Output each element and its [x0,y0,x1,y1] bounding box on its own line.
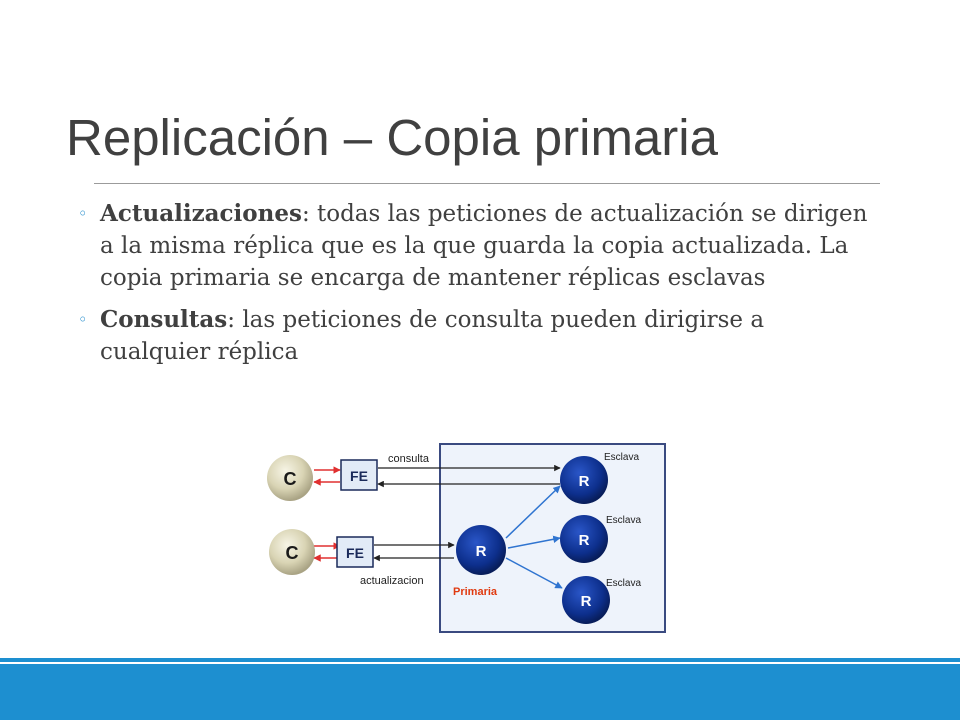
footer-accent-bar [0,664,960,720]
slide-title: Replicación – Copia primaria [66,109,718,166]
update-label: actualizacion [360,575,424,587]
replica-label: R [578,532,590,549]
frontend-label: FE [346,545,364,561]
frontend-label: FE [350,468,368,484]
bullet-text: : todas las peticiones de actualización se dirigen a la misma réplica que es la que guarda la copia actualizada. La copia primaria se encarga de mantener réplicas esclavas [100,201,868,291]
client-label: C [285,543,299,563]
query-label: consulta [388,453,429,465]
primary-label: Primaria [453,586,498,598]
replica-label: R [580,593,592,610]
client-label: C [283,469,297,489]
bullet-term: Actualizaciones [100,200,302,227]
bullet-item-actualizaciones [78,198,878,294]
slave-label: Esclava [606,578,642,589]
bullet-icon: ◦ [78,204,88,223]
replica-label: R [578,473,590,490]
footer-accent-line [0,658,960,662]
primary-copy-diagram [262,440,672,636]
bullet-item-consultas [78,304,878,368]
bullet-term: Consultas [100,306,228,333]
title-divider [94,183,880,184]
replica-label: R [475,543,487,560]
slave-label: Esclava [604,452,640,463]
bullet-text: : las peticiones de consulta pueden dirigirse a cualquier réplica [100,307,765,365]
bullet-icon: ◦ [78,310,88,329]
slave-label: Esclava [606,515,642,526]
bullet-list [78,198,878,378]
